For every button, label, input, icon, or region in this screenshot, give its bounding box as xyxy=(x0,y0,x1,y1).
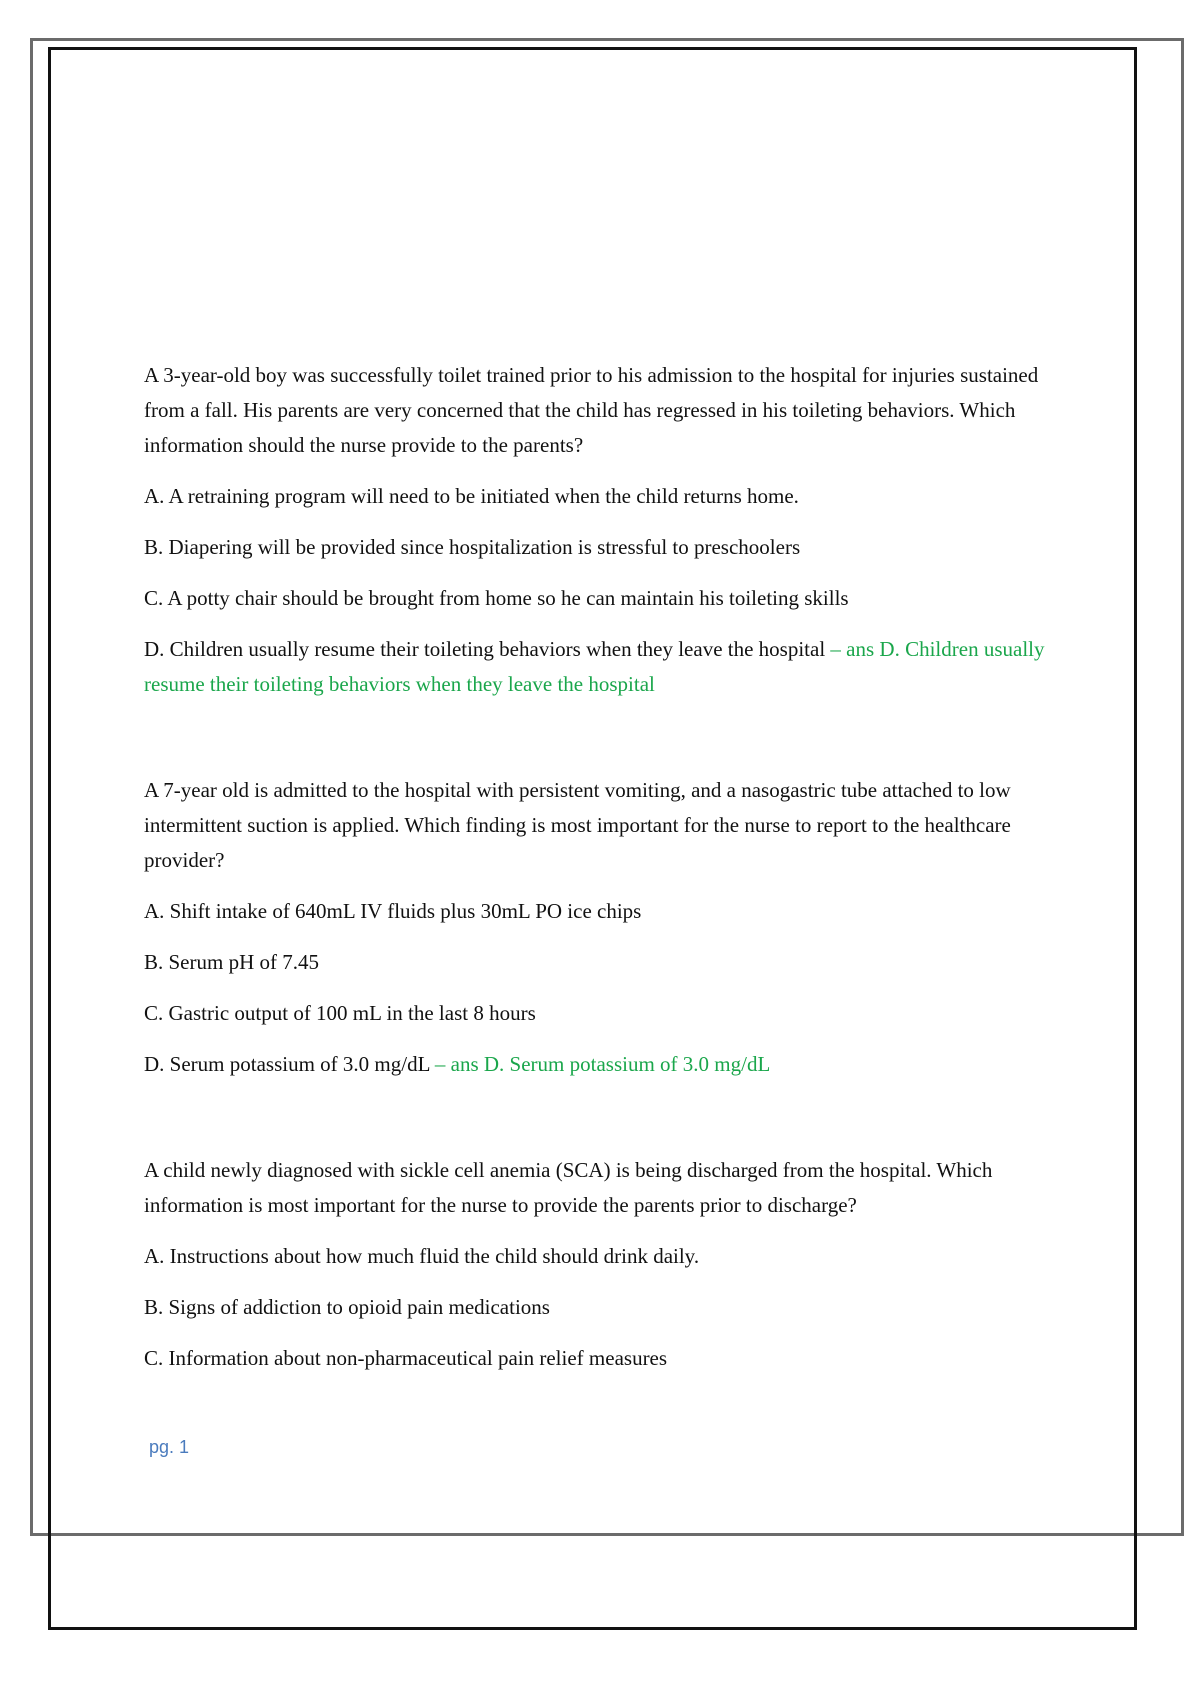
option-c: C. Information about non-pharmaceutical pain relief measures xyxy=(144,1346,668,1370)
question-stem: A 7-year old is admitted to the hospital with persistent vomiting, and a nasogastric tube attached to low intermittent suction is applied. Which finding is most important for the nurse to report to the healthcare provider? xyxy=(144,778,1011,872)
question-3 xyxy=(144,1153,1079,1376)
question-1 xyxy=(144,358,1079,702)
option-b: B. Serum pH of 7.45 xyxy=(144,950,319,974)
option-b: B. Signs of addiction to opioid pain medications xyxy=(144,1295,550,1319)
option-b: B. Diapering will be provided since hospitalization is stressful to preschoolers xyxy=(144,535,801,559)
option-c: C. Gastric output of 100 mL in the last 8 hours xyxy=(144,1001,536,1025)
option-d-text: D. Children usually resume their toileting behaviors when they leave the hospital xyxy=(144,637,826,661)
option-c: C. A potty chair should be brought from home so he can maintain his toileting skills xyxy=(144,586,849,610)
option-a: A. Shift intake of 640mL IV fluids plus 30mL PO ice chips xyxy=(144,899,642,923)
page-number: pg. 1 xyxy=(149,1437,190,1457)
option-d xyxy=(144,1047,1079,1082)
option-a: A. A retraining program will need to be initiated when the child returns home. xyxy=(144,484,799,508)
option-d-text: D. Serum potassium of 3.0 mg/dL xyxy=(144,1052,430,1076)
answer-text: – ans D. Serum potassium of 3.0 mg/dL xyxy=(434,1052,771,1076)
answer-text: – ans D. Children usually resume their toileting behaviors when they leave the hospital xyxy=(144,637,1045,696)
question-2 xyxy=(144,773,1079,1082)
document-body xyxy=(144,358,1079,1392)
question-stem: A 3-year-old boy was successfully toilet trained prior to his admission to the hospital for injuries sustained from a fall. His parents are very concerned that the child has regressed in his toileting behaviors. Which information should the nurse provide to the parents? xyxy=(144,363,1039,457)
question-stem: A child newly diagnosed with sickle cell anemia (SCA) is being discharged from the hospital. Which information is most important for the nurse to provide the parents prior to discharge? xyxy=(144,1158,993,1217)
option-a: A. Instructions about how much fluid the child should drink daily. xyxy=(144,1244,700,1268)
option-d xyxy=(144,632,1079,702)
